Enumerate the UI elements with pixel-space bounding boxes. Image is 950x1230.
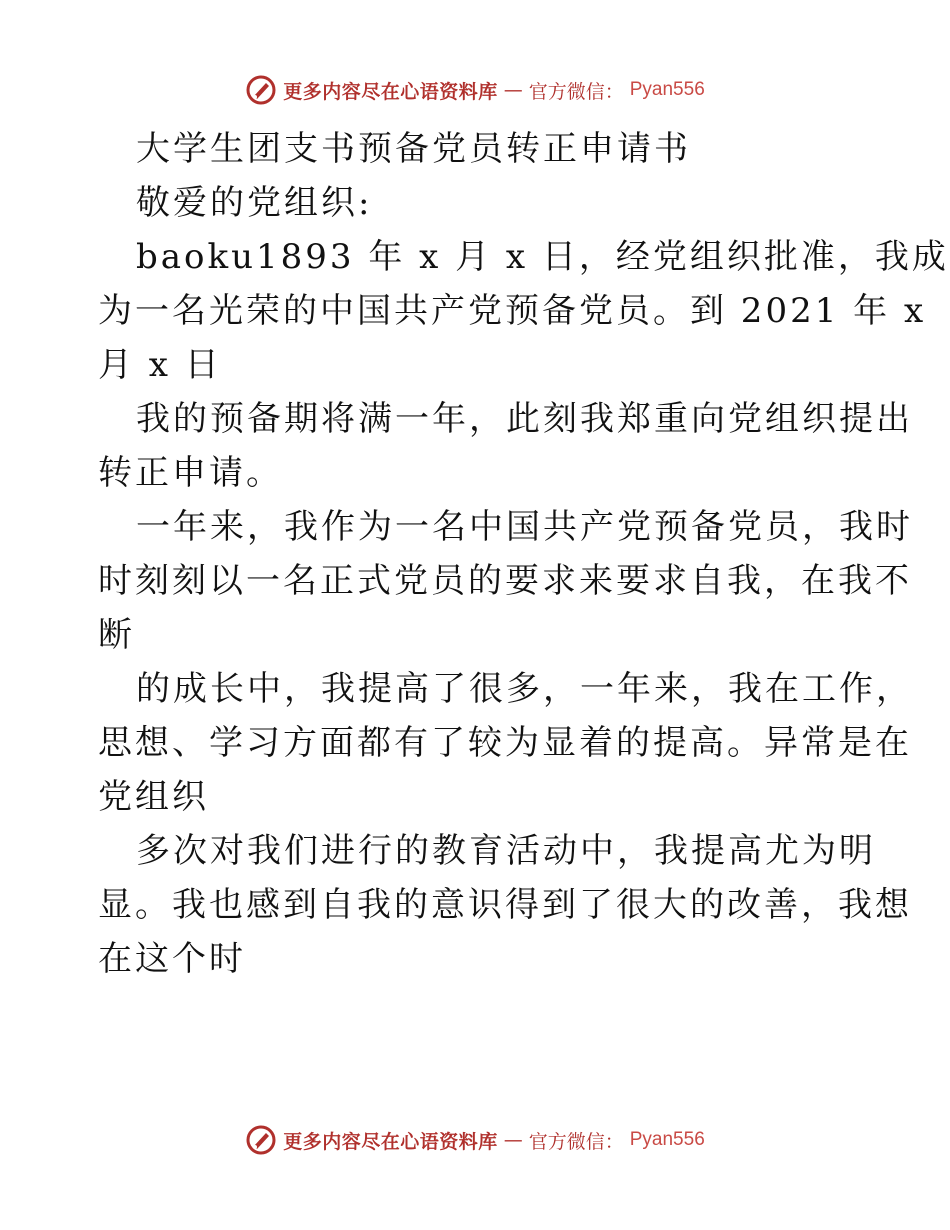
header-banner: [0, 70, 950, 110]
document-title: 大学生团支书预备党员转正申请书: [136, 129, 691, 169]
banner-wechat-label: 官方微信：: [528, 1130, 624, 1153]
pen-circle-logo-icon: [245, 74, 277, 106]
paragraph-line: 一年来，我作为一名中国共产党预备党员，我时: [136, 507, 913, 547]
paragraph-line: 为一名光荣的中国共产党预备党员。到 2021 年 x: [98, 291, 927, 331]
paragraph-line: 多次对我们进行的教育活动中，我提高尤为明: [136, 831, 876, 871]
salutation: 敬爱的党组织:: [136, 183, 373, 223]
paragraph-line: 我的预备期将满一年，此刻我郑重向党组织提出: [136, 399, 913, 439]
paragraph-line: 时刻刻以一名正式党员的要求来要求自我，在我不: [98, 561, 912, 601]
pen-circle-logo-icon: [245, 1124, 277, 1156]
paragraph-line: 显。我也感到自我的意识得到了很大的改善，我想: [98, 885, 912, 925]
banner-brand: 更多内容尽在心语资料库: [283, 80, 498, 103]
paragraph-line: 月 x 日: [98, 345, 222, 385]
paragraph-line: 在这个时: [98, 939, 246, 979]
banner-wechat-id: Pyan556: [629, 1129, 705, 1150]
document-body: [98, 122, 949, 986]
paragraph-line: baoku1893 年 x 月 x 日，经党组织批准，我成: [136, 237, 949, 277]
banner-brand: 更多内容尽在心语资料库: [283, 1130, 498, 1153]
paragraph-line: 转正申请。: [98, 453, 283, 493]
paragraph-line: 的成长中，我提高了很多，一年来，我在工作，: [136, 669, 913, 709]
paragraph-line: 思想、学习方面都有了较为显着的提高。异常是在: [98, 723, 912, 763]
banner-separator: —: [503, 79, 523, 101]
banner-separator: —: [503, 1129, 523, 1151]
banner-wechat-label: 官方微信：: [528, 80, 624, 103]
banner-wechat-id: Pyan556: [629, 79, 705, 100]
paragraph-line: 党组织: [98, 777, 209, 817]
paragraph-line: 断: [98, 615, 135, 655]
footer-banner: [0, 1120, 950, 1160]
